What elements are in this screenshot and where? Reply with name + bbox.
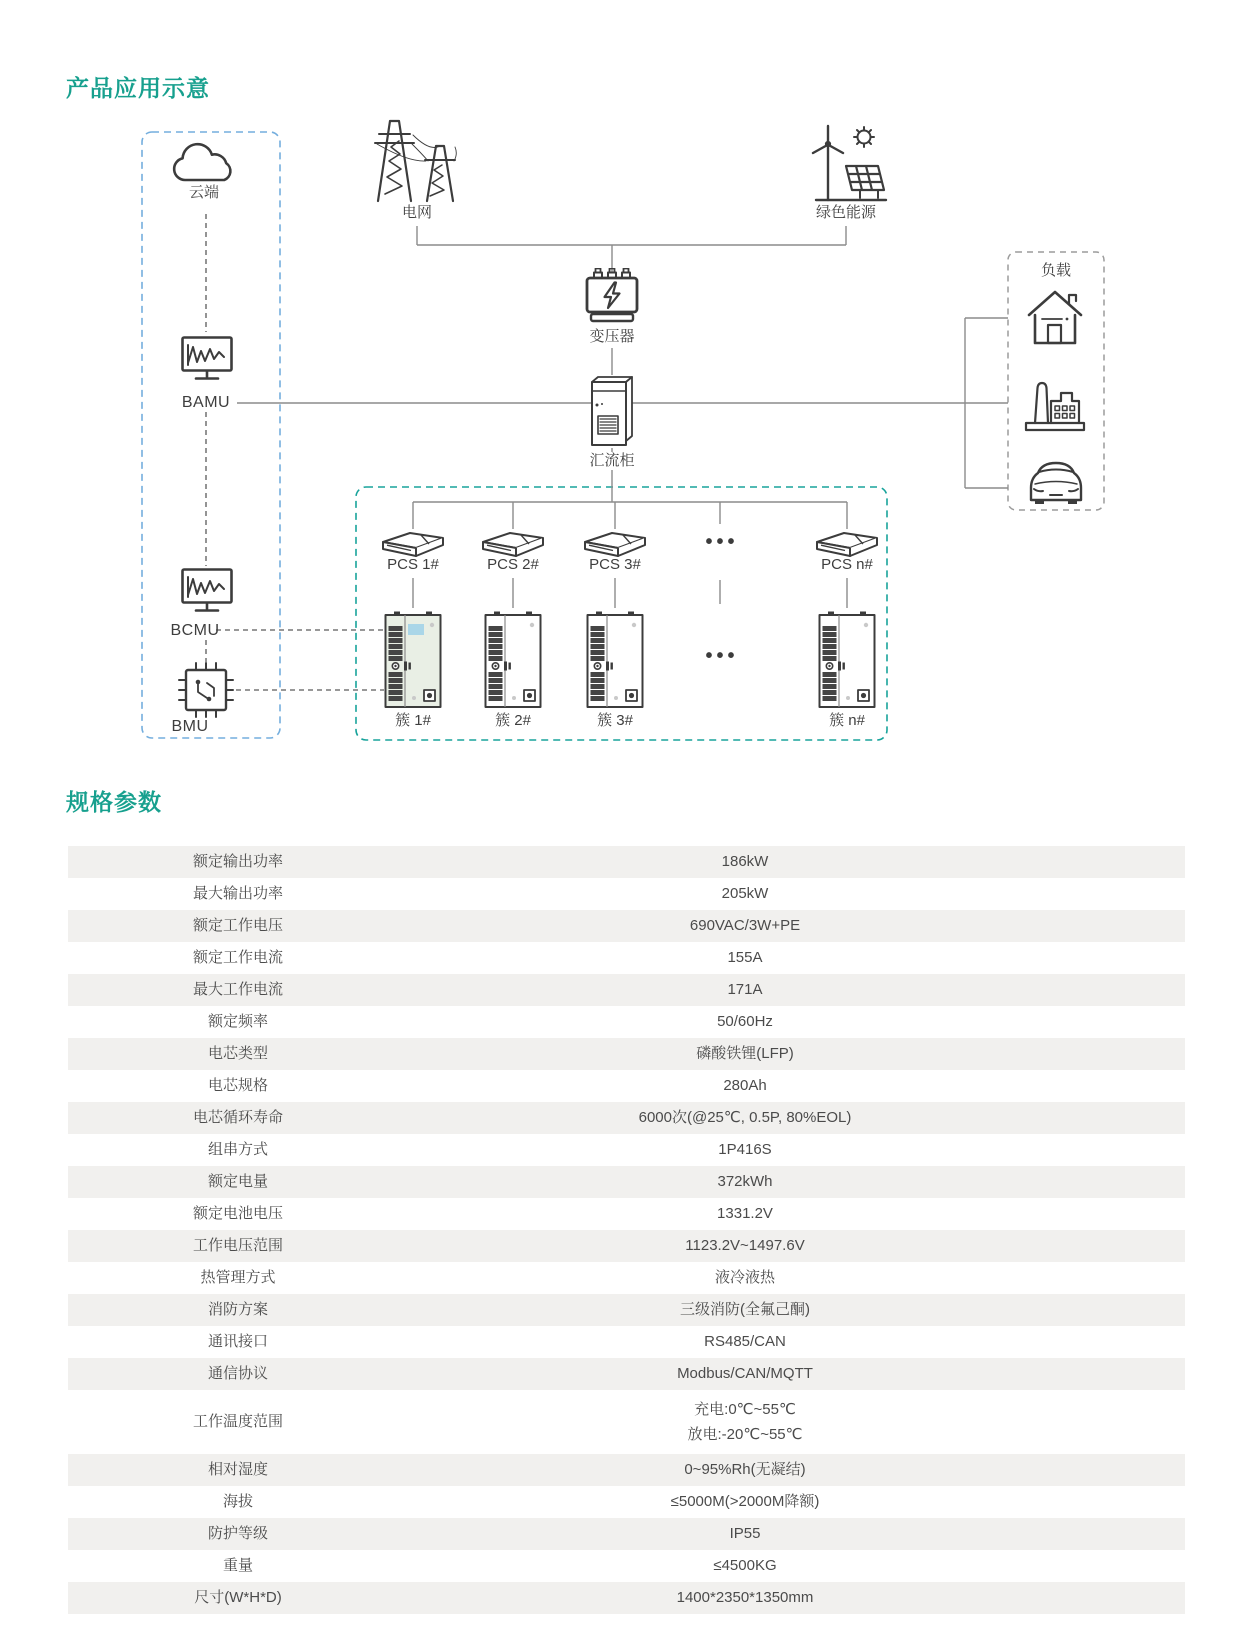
spec-label: 工作电压范围 bbox=[192, 1237, 283, 1254]
spec-value: ≤5000M(>2000M降额) bbox=[670, 1493, 820, 1510]
spec-row bbox=[68, 1006, 1185, 1038]
spec-value: 1123.2V~1497.6V bbox=[685, 1237, 805, 1254]
bamu-label: BAMU bbox=[181, 394, 231, 411]
spec-label: 额定工作电流 bbox=[192, 949, 283, 966]
spec-label: 海拔 bbox=[222, 1493, 253, 1510]
pcs-cluster-lines bbox=[413, 578, 847, 608]
battery-cluster-n-icon bbox=[818, 610, 876, 715]
house-icon bbox=[1027, 288, 1083, 351]
spec-row bbox=[68, 1486, 1185, 1518]
spec-label: 电芯规格 bbox=[207, 1077, 268, 1094]
spec-row bbox=[68, 1070, 1185, 1102]
factory-icon bbox=[1024, 378, 1086, 437]
spec-label: 组串方式 bbox=[207, 1141, 268, 1158]
spec-value: 1P416S bbox=[718, 1141, 772, 1158]
spec-label: 额定频率 bbox=[207, 1013, 268, 1030]
cluster-n-label: 簇 n# bbox=[829, 712, 865, 729]
power-grid-label: 电网 bbox=[401, 204, 433, 221]
spec-label: 消防方案 bbox=[207, 1301, 268, 1318]
spec-label: 最大工作电流 bbox=[192, 981, 283, 998]
spec-label: 额定电池电压 bbox=[192, 1205, 283, 1222]
spec-value: 50/60Hz bbox=[717, 1013, 773, 1030]
battery-cluster-3-icon bbox=[586, 610, 644, 715]
combiner-cabinet-label: 汇流柜 bbox=[586, 452, 637, 470]
spec-value: 1400*2350*1350mm bbox=[676, 1589, 814, 1606]
spec-value: 1331.2V bbox=[717, 1205, 773, 1222]
pcs-2-label: PCS 2# bbox=[487, 556, 539, 573]
spec-row bbox=[68, 1262, 1185, 1294]
spec-value: 205kW bbox=[721, 885, 769, 902]
spec-row bbox=[68, 1454, 1185, 1486]
spec-value bbox=[408, 1390, 1082, 1454]
bamu-monitor-icon bbox=[181, 336, 233, 393]
spec-label: 工作温度范围 bbox=[192, 1413, 283, 1430]
spec-row bbox=[68, 1582, 1185, 1614]
spec-label: 重量 bbox=[222, 1557, 253, 1574]
spec-value: ≤4500KG bbox=[713, 1557, 777, 1574]
spec-label: 通讯接口 bbox=[207, 1333, 268, 1350]
spec-row bbox=[68, 1198, 1185, 1230]
spec-value: 186kW bbox=[721, 853, 769, 870]
spec-value: 磷酸铁锂(LFP) bbox=[696, 1045, 794, 1062]
cluster-1-label: 簇 1# bbox=[395, 712, 431, 729]
spec-value-line1: 充电:0℃~55℃ bbox=[694, 1401, 796, 1418]
power-grid-icon bbox=[368, 116, 464, 211]
bmu-chip-icon bbox=[174, 662, 238, 723]
spec-label: 防护等级 bbox=[207, 1525, 268, 1542]
spec-row bbox=[68, 1358, 1185, 1390]
spec-row bbox=[68, 1134, 1185, 1166]
spec-value: 690VAC/3W+PE bbox=[689, 917, 801, 934]
monitoring-group-box bbox=[142, 132, 280, 738]
spec-row bbox=[68, 1166, 1185, 1198]
spec-value: 三级消防(全氟己酮) bbox=[680, 1301, 810, 1318]
spec-row bbox=[68, 1326, 1185, 1358]
spec-row bbox=[68, 1550, 1185, 1582]
bcmu-label: BCMU bbox=[170, 622, 220, 639]
spec-value: 280Ah bbox=[723, 1077, 767, 1094]
spec-row bbox=[68, 1390, 1185, 1454]
transformer-label: 变压器 bbox=[589, 328, 635, 345]
spec-label: 热管理方式 bbox=[200, 1269, 276, 1286]
spec-label: 额定输出功率 bbox=[192, 853, 283, 870]
specs-section-title: 规格参数 bbox=[66, 789, 162, 815]
spec-row bbox=[68, 910, 1185, 942]
spec-value: 372kWh bbox=[717, 1173, 773, 1190]
spec-label: 相对湿度 bbox=[207, 1461, 268, 1478]
spec-value: 液冷液热 bbox=[714, 1269, 775, 1286]
spec-value: IP55 bbox=[729, 1525, 761, 1542]
spec-row bbox=[68, 974, 1185, 1006]
spec-label: 最大输出功率 bbox=[192, 885, 283, 902]
cluster-ellipsis: ••• bbox=[705, 645, 739, 667]
spec-label: 额定工作电压 bbox=[192, 917, 283, 934]
green-energy-icon bbox=[800, 124, 888, 209]
spec-value: 6000次(@25℃, 0.5P, 80%EOL) bbox=[638, 1109, 852, 1126]
spec-value: 155A bbox=[727, 949, 763, 966]
pcs-ellipsis: ••• bbox=[705, 531, 739, 553]
cluster-3-label: 簇 3# bbox=[597, 712, 633, 729]
load-label: 负载 bbox=[1040, 262, 1072, 279]
battery-cluster-2-icon bbox=[484, 610, 542, 715]
spec-row bbox=[68, 1518, 1185, 1550]
bmu-label: BMU bbox=[171, 718, 209, 735]
source-bus-line bbox=[417, 226, 846, 272]
cluster-2-label: 簇 2# bbox=[495, 712, 531, 729]
spec-row bbox=[68, 846, 1185, 878]
pcs-1-label: PCS 1# bbox=[387, 556, 439, 573]
pcs-n-label: PCS n# bbox=[821, 556, 873, 573]
spec-row bbox=[68, 1038, 1185, 1070]
spec-row bbox=[68, 1230, 1185, 1262]
spec-value-line2: 放电:-20℃~55℃ bbox=[687, 1426, 803, 1443]
spec-value: 0~95%Rh(无凝结) bbox=[684, 1461, 806, 1478]
spec-row bbox=[68, 1294, 1185, 1326]
battery-cluster-1-icon bbox=[384, 610, 442, 715]
transformer-icon bbox=[584, 268, 640, 331]
spec-value: Modbus/CAN/MQTT bbox=[677, 1365, 813, 1382]
spec-row bbox=[68, 942, 1185, 974]
spec-label: 额定电量 bbox=[207, 1173, 268, 1190]
spec-table bbox=[68, 846, 1185, 1614]
spec-label: 电芯类型 bbox=[207, 1045, 268, 1062]
combiner-cabinet-icon bbox=[589, 374, 635, 455]
pcs-3-label: PCS 3# bbox=[589, 556, 641, 573]
spec-label: 尺寸(W*H*D) bbox=[194, 1589, 282, 1606]
spec-row bbox=[68, 878, 1185, 910]
cloud-label: 云端 bbox=[188, 184, 220, 201]
spec-row bbox=[68, 1102, 1185, 1134]
spec-value: 171A bbox=[727, 981, 763, 998]
car-icon bbox=[1025, 458, 1087, 511]
spec-label: 通信协议 bbox=[207, 1365, 268, 1382]
spec-value: RS485/CAN bbox=[704, 1333, 786, 1350]
spec-label: 电芯循环寿命 bbox=[192, 1109, 283, 1126]
green-energy-label: 绿色能源 bbox=[815, 204, 877, 221]
diagram-section-title: 产品应用示意 bbox=[66, 75, 210, 101]
bcmu-monitor-icon bbox=[181, 568, 233, 625]
